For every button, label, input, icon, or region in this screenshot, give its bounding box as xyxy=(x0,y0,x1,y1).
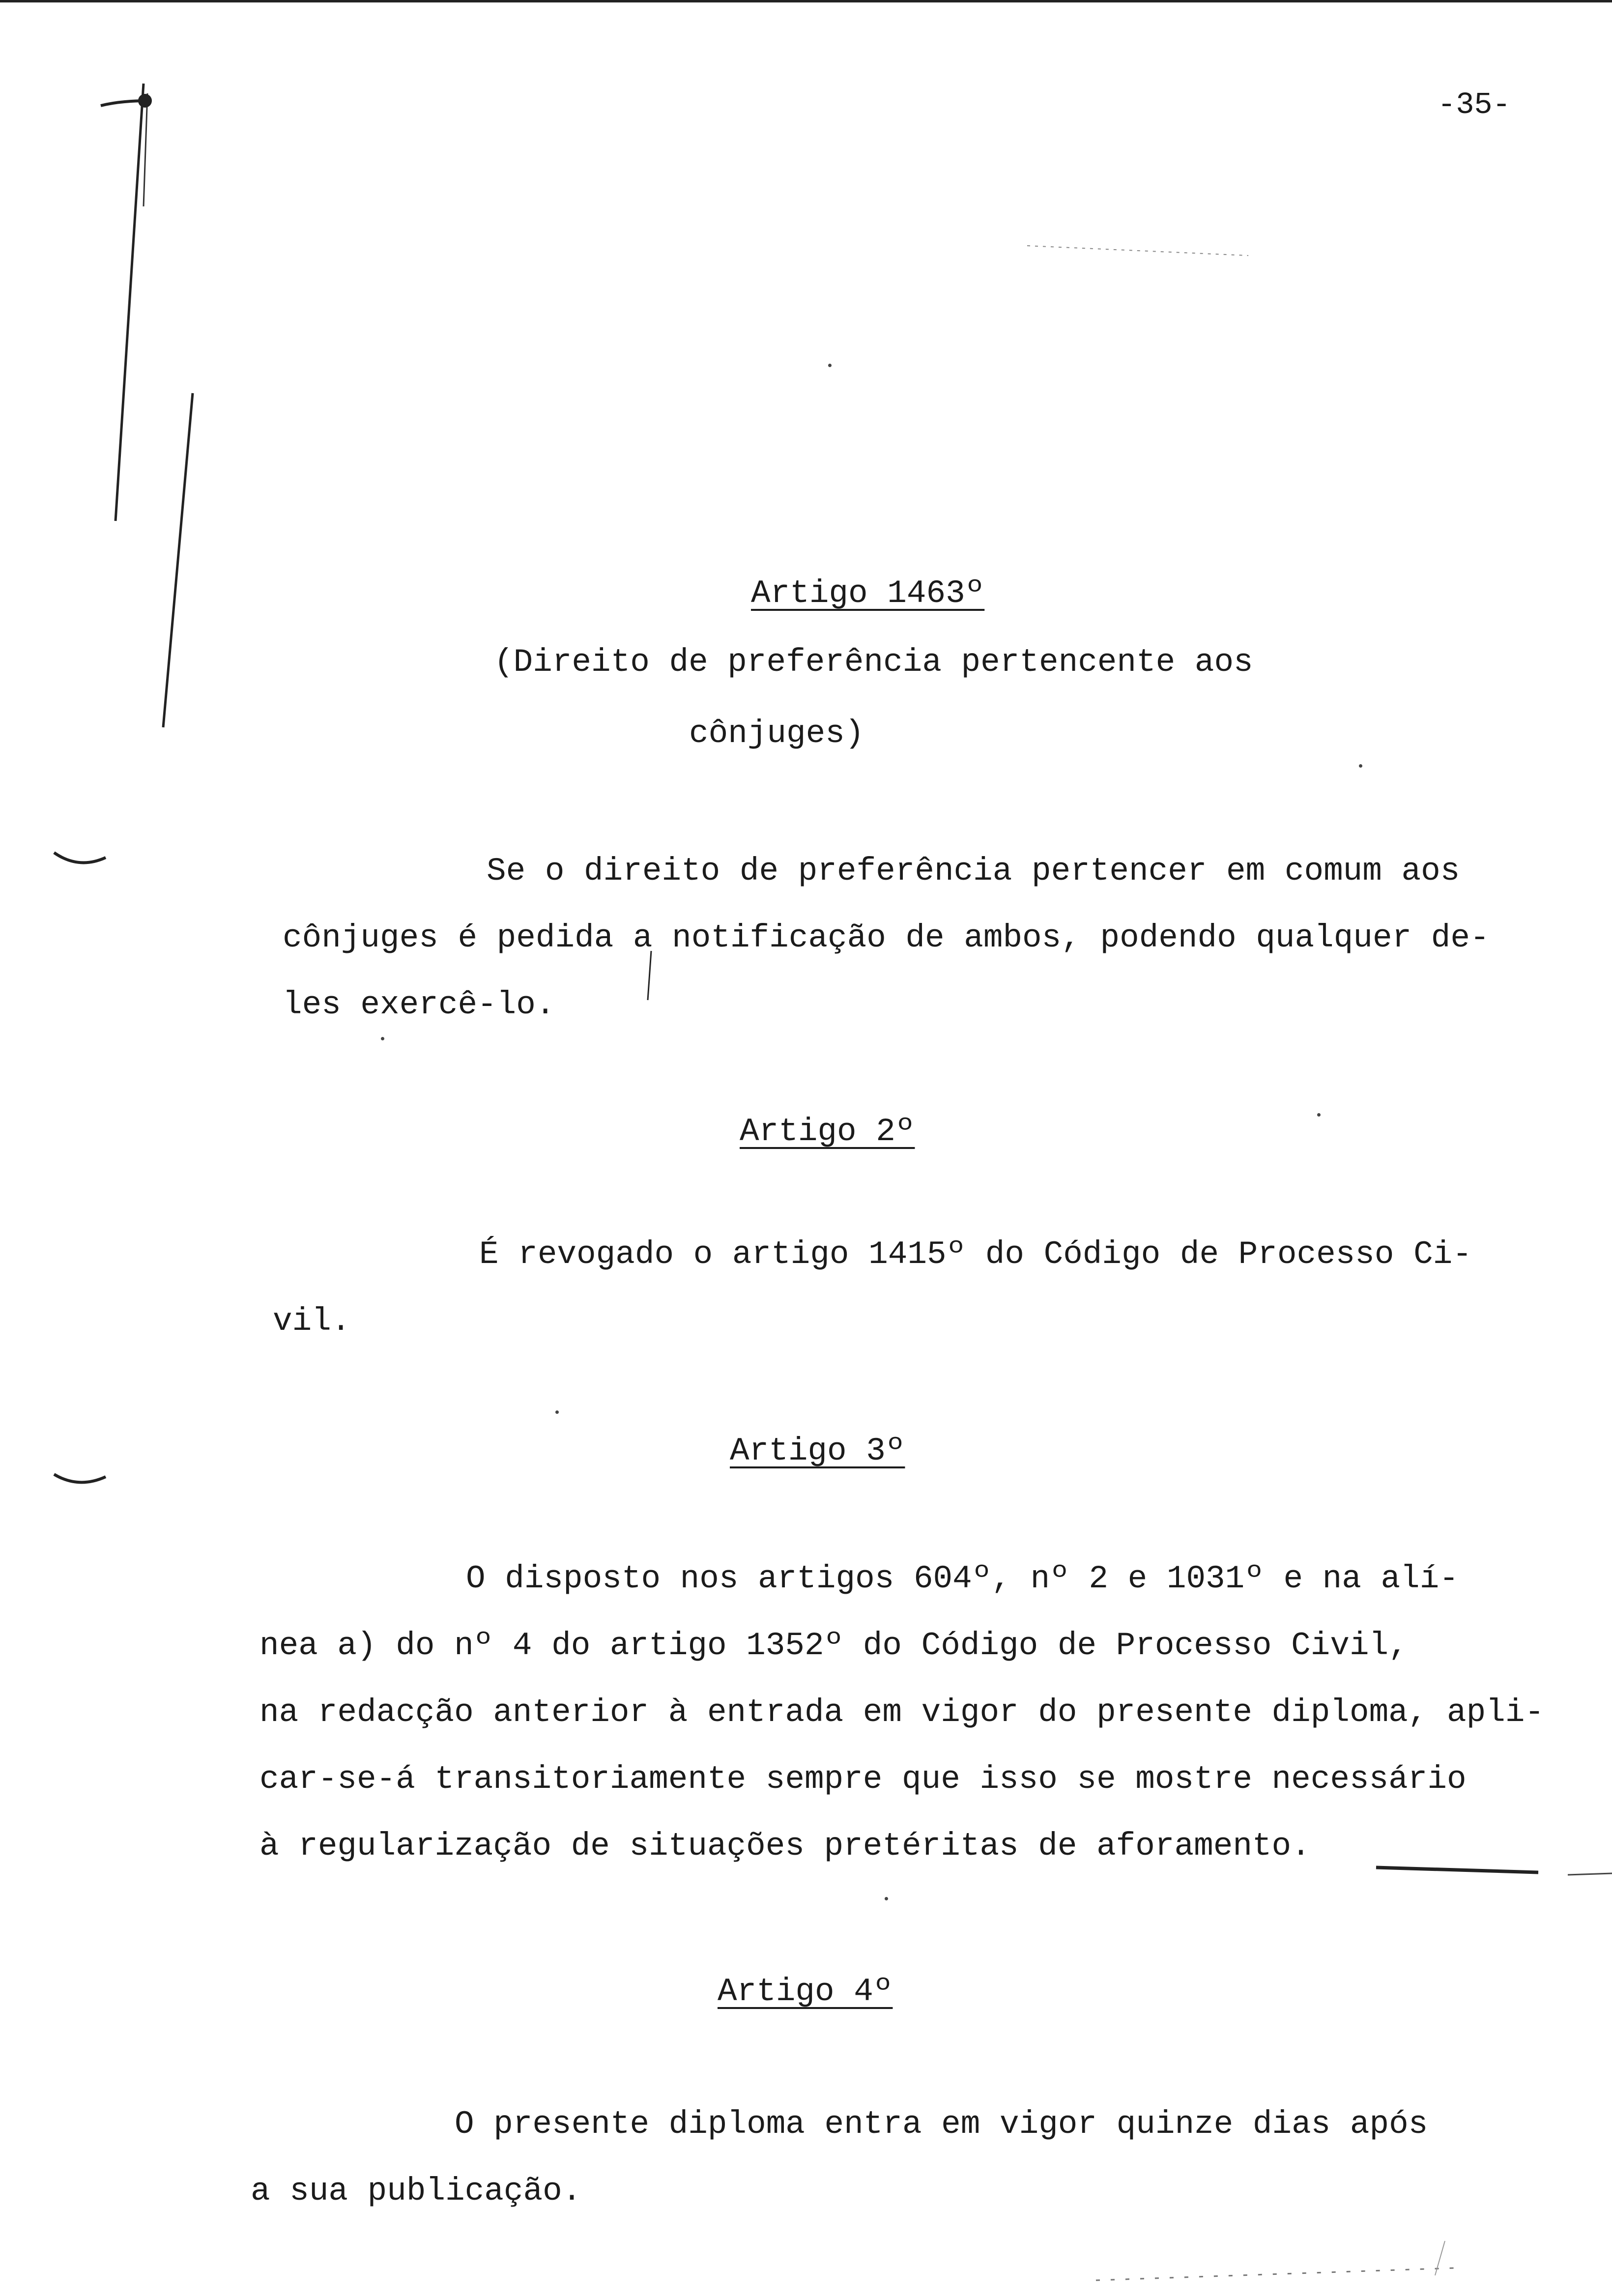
article-3-body xyxy=(259,1546,1544,1880)
article-1463-line-1: Se o direito de preferência pertencer em comum aos xyxy=(487,853,1460,890)
article-4-line-2: a sua publicação. xyxy=(251,2173,582,2210)
article-3-line-2: nea a) do nº 4 do artigo 1352º do Código de Processo Civil, xyxy=(259,1627,1408,1664)
article-4-line-1: O presente diploma entra em vigor quinze dias após xyxy=(455,2106,1428,2143)
article-3-heading: Artigo 3º xyxy=(730,1433,905,1469)
article-1463-subtitle-line1: (Direito de preferência pertencente aos xyxy=(494,644,1253,681)
article-1463-subtitle-line2: cônjuges) xyxy=(689,715,864,752)
article-2-line-2: vil. xyxy=(273,1303,351,1340)
article-1463-body xyxy=(283,838,1490,1038)
article-1463-line-3: les exercê-lo. xyxy=(283,986,555,1023)
article-4-body xyxy=(251,2091,1428,2225)
article-2-line-1: É revogado o artigo 1415º do Código de Processo Ci- xyxy=(479,1236,1472,1273)
speck xyxy=(555,1410,559,1414)
speck xyxy=(828,364,832,367)
article-2-body xyxy=(273,1221,1472,1355)
article-1463-heading: Artigo 1463º xyxy=(751,575,985,612)
article-3-line-1: O disposto nos artigos 604º, nº 2 e 1031º e na alí- xyxy=(466,1560,1459,1597)
article-1463-line-2: cônjuges é pedida a notificação de ambos, podendo qualquer de- xyxy=(283,919,1490,956)
article-3-line-4: car-se-á transitoriamente sempre que isso se mostre necessário xyxy=(259,1761,1467,1798)
speck xyxy=(1317,1113,1321,1117)
article-4-heading: Artigo 4º xyxy=(718,1973,893,2010)
page-number: -35- xyxy=(1438,87,1511,122)
article-2-heading: Artigo 2º xyxy=(740,1113,915,1150)
article-3-line-5: à regularização de situações pretéritas de aforamento. xyxy=(259,1828,1311,1865)
speck xyxy=(1359,764,1362,768)
article-3-line-3: na redacção anterior à entrada em vigor do presente diploma, apli- xyxy=(259,1694,1545,1731)
speck xyxy=(885,1897,888,1900)
